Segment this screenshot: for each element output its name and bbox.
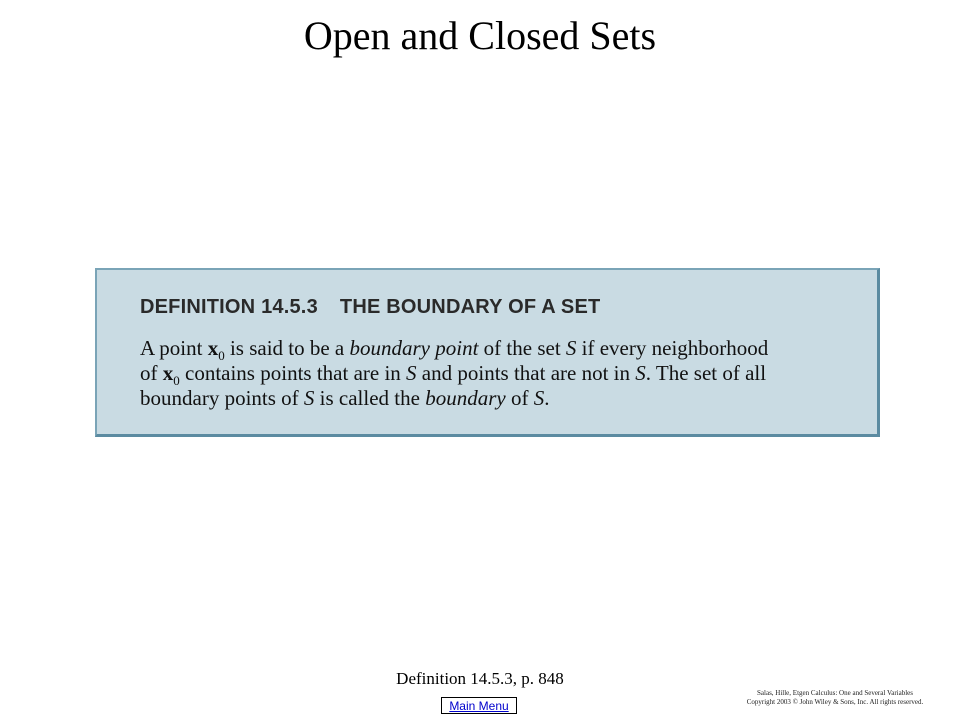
copyright-credit [720, 689, 950, 707]
slide-title: Open and Closed Sets [303, 13, 657, 58]
slide-caption: Definition 14.5.3, p. 848 [396, 669, 564, 688]
definition-line-3: boundary points of S is called the boundary of S. [140, 386, 550, 410]
definition-title: THE BOUNDARY OF A SET [339, 296, 601, 318]
credit-line-2: Copyright 2003 © John Wiley & Sons, Inc. All rights reserved. [746, 698, 924, 706]
credit-line-1: Salas, Hille, Etgen Calculus: One and Several Variables [757, 689, 913, 697]
definition-box [95, 268, 880, 437]
definition-body [140, 336, 850, 411]
definition-number: DEFINITION 14.5.3 [140, 296, 318, 318]
definition-line-1: A point $x_0$ is said to be a boundary point of the set S if every neighborhood [140, 336, 769, 364]
definition-heading [140, 296, 600, 319]
main-menu-button[interactable]: Main Menu [441, 697, 517, 714]
definition-line-2: of $x_0$ contains points that are in S and points that are not in S. The set of all [140, 361, 767, 389]
